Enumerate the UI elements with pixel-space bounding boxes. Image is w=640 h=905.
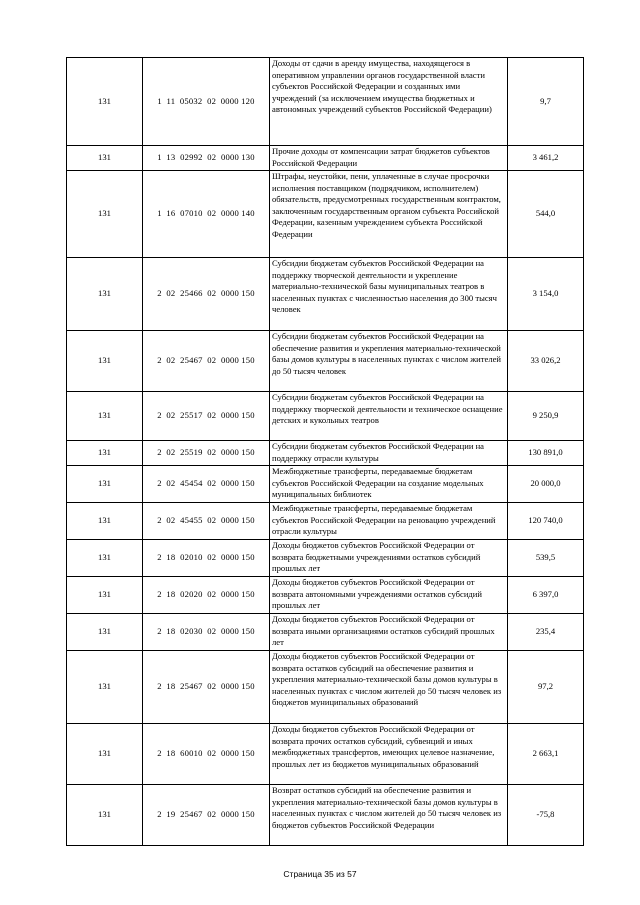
budget-code-cell: 2 02 45454 02 0000 150	[143, 466, 270, 503]
revenue-name-cell: Доходы бюджетов субъектов Российской Федерации от возврата прочих остатков субсидий, субвенций и иных межбюджетных трансфертов, имеющих целевое назначение, прошлых лет из бюджетов муниципальных образований	[270, 724, 508, 785]
budget-code-cell: 2 02 25466 02 0000 150	[143, 258, 270, 331]
table-row	[67, 614, 584, 651]
budget-code-cell: 2 02 25517 02 0000 150	[143, 392, 270, 441]
table-row	[67, 651, 584, 724]
revenue-name-cell: Межбюджетные трансферты, передаваемые бюджетам субъектов Российской Федерации на создание модельных муниципальных библиотек	[270, 466, 508, 503]
revenue-table	[66, 57, 584, 846]
budget-code-cell: 2 19 25467 02 0000 150	[143, 785, 270, 846]
page-number: Страница 35 из 57	[283, 869, 357, 879]
budget-code-cell: 2 02 25467 02 0000 150	[143, 331, 270, 392]
revenue-name-cell: Доходы бюджетов субъектов Российской Федерации от возврата остатков субсидий на обеспечение развития и укрепления материально-технической базы домов культуры в населенных пунктах с числом жителей до 50 тысяч человек из бюджетов муниципальных образований	[270, 651, 508, 724]
amount-cell: 539,5	[508, 540, 584, 577]
amount-cell: 2 663,1	[508, 724, 584, 785]
amount-cell: 544,0	[508, 171, 584, 258]
table-row	[67, 331, 584, 392]
table-row	[67, 58, 584, 146]
budget-code-cell: 2 02 45455 02 0000 150	[143, 503, 270, 540]
amount-cell: 120 740,0	[508, 503, 584, 540]
revenue-name-cell: Доходы бюджетов субъектов Российской Федерации от возврата иными организациями остатков субсидий прошлых лет	[270, 614, 508, 651]
amount-cell: 97,2	[508, 651, 584, 724]
admin-code-cell: 131	[67, 171, 143, 258]
revenue-name-cell: Субсидии бюджетам субъектов Российской Федерации на поддержку творческой деятельности и укрепление материально-технической базы муниципальных театров в населенных пунктах с численностью населения до 300 тысяч человек	[270, 258, 508, 331]
admin-code-cell: 131	[67, 651, 143, 724]
admin-code-cell: 131	[67, 614, 143, 651]
revenue-name-cell: Штрафы, неустойки, пени, уплаченные в случае просрочки исполнения поставщиком (подрядчиком, исполнителем) обязательств, предусмотренных государственным контрактом, заключенным государственным органом субъекта Российской Федерации, казенным учреждением субъекта Российской Федерации	[270, 171, 508, 258]
revenue-name-cell: Субсидии бюджетам субъектов Российской Федерации на поддержку отрасли культуры	[270, 441, 508, 466]
admin-code-cell: 131	[67, 466, 143, 503]
amount-cell: 9 250,9	[508, 392, 584, 441]
budget-code-cell: 1 11 05032 02 0000 120	[143, 58, 270, 146]
amount-cell: 3 154,0	[508, 258, 584, 331]
amount-cell: 235,4	[508, 614, 584, 651]
table-row	[67, 540, 584, 577]
table-row	[67, 503, 584, 540]
revenue-name-cell: Доходы бюджетов субъектов Российской Федерации от возврата автономными учреждениями остатков субсидий прошлых лет	[270, 577, 508, 614]
revenue-name-cell: Субсидии бюджетам субъектов Российской Федерации на обеспечение развития и укрепления материально-технической базы домов культуры в населенных пунктах с числом жителей до 50 тысяч человек	[270, 331, 508, 392]
admin-code-cell: 131	[67, 724, 143, 785]
amount-cell: 9,7	[508, 58, 584, 146]
admin-code-cell: 131	[67, 146, 143, 171]
amount-cell: 33 026,2	[508, 331, 584, 392]
admin-code-cell: 131	[67, 392, 143, 441]
table-row	[67, 258, 584, 331]
admin-code-cell: 131	[67, 503, 143, 540]
table-row	[67, 146, 584, 171]
table-row	[67, 392, 584, 441]
amount-cell: 6 397,0	[508, 577, 584, 614]
admin-code-cell: 131	[67, 58, 143, 146]
budget-code-cell: 2 18 02020 02 0000 150	[143, 577, 270, 614]
admin-code-cell: 131	[67, 258, 143, 331]
budget-code-cell: 1 13 02992 02 0000 130	[143, 146, 270, 171]
table-row	[67, 785, 584, 846]
revenue-name-cell: Доходы бюджетов субъектов Российской Федерации от возврата бюджетными учреждениями остатков субсидий прошлых лет	[270, 540, 508, 577]
revenue-name-cell: Доходы от сдачи в аренду имущества, находящегося в оперативном управлении органов государственной власти субъектов Российской Федерации и созданных ими учреждений (за исключением имущества бюджетных и автономных учреждений субъектов Российской Федерации)	[270, 58, 508, 146]
admin-code-cell: 131	[67, 441, 143, 466]
table-row	[67, 466, 584, 503]
amount-cell: 20 000,0	[508, 466, 584, 503]
admin-code-cell: 131	[67, 577, 143, 614]
revenue-name-cell: Субсидии бюджетам субъектов Российской Федерации на поддержку творческой деятельности и техническое оснащение детских и кукольных театров	[270, 392, 508, 441]
amount-cell: 3 461,2	[508, 146, 584, 171]
amount-cell: 130 891,0	[508, 441, 584, 466]
table-row	[67, 171, 584, 258]
admin-code-cell: 131	[67, 540, 143, 577]
budget-code-cell: 1 16 07010 02 0000 140	[143, 171, 270, 258]
table-row	[67, 724, 584, 785]
admin-code-cell: 131	[67, 785, 143, 846]
table-row	[67, 577, 584, 614]
budget-code-cell: 2 18 02030 02 0000 150	[143, 614, 270, 651]
table-row	[67, 441, 584, 466]
revenue-name-cell: Возврат остатков субсидий на обеспечение развития и укрепления материально-технической базы домов культуры в населенных пунктах с числом жителей до 50 тысяч человек из бюджетов субъектов Российской Федерации	[270, 785, 508, 846]
budget-code-cell: 2 02 25519 02 0000 150	[143, 441, 270, 466]
amount-cell: -75,8	[508, 785, 584, 846]
budget-code-cell: 2 18 60010 02 0000 150	[143, 724, 270, 785]
revenue-name-cell: Прочие доходы от компенсации затрат бюджетов субъектов Российской Федерации	[270, 146, 508, 171]
budget-code-cell: 2 18 25467 02 0000 150	[143, 651, 270, 724]
admin-code-cell: 131	[67, 331, 143, 392]
revenue-name-cell: Межбюджетные трансферты, передаваемые бюджетам субъектов Российской Федерации на реновацию учреждений отрасли культуры	[270, 503, 508, 540]
budget-code-cell: 2 18 02010 02 0000 150	[143, 540, 270, 577]
